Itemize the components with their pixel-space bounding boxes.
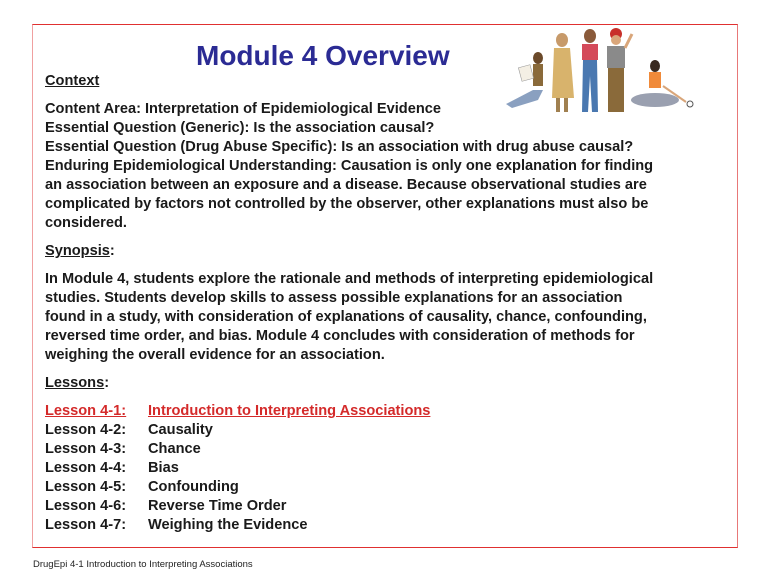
lesson-item-4-2 — [45, 421, 735, 440]
essential-question-specific-line: Essential Question (Drug Abuse Specific): Is an association with drug abuse causal? — [45, 139, 634, 155]
lesson-title: Reverse Time Order — [148, 498, 287, 514]
enduring-understanding-line-2: an association between an exposure and a disease. Because observational studies are — [45, 177, 647, 193]
synopsis-line-5: weighing the overall evidence for an association. — [45, 347, 385, 363]
synopsis-heading: Synopsis — [45, 243, 110, 259]
lesson-item-4-3 — [45, 440, 735, 459]
slide-footer: DrugEpi 4-1 Introduction to Interpreting Associations — [33, 559, 253, 570]
lesson-item-4-6 — [45, 497, 735, 516]
lesson-title: Weighing the Evidence — [148, 517, 308, 533]
lesson-number: Lesson 4-6: — [45, 498, 127, 514]
lessons-list — [45, 402, 735, 535]
context-section — [45, 100, 735, 233]
lessons-heading: Lessons — [45, 375, 105, 391]
lessons-heading-row — [45, 374, 735, 393]
lesson-link-4-1[interactable] — [45, 402, 735, 421]
synopsis-colon: : — [109, 243, 115, 259]
lesson-number: Lesson 4-2: — [45, 422, 127, 438]
enduring-understanding-line-4: considered. — [45, 215, 127, 231]
lesson-title: Introduction to Interpreting Associations — [148, 403, 431, 419]
lesson-number: Lesson 4-5: — [45, 479, 127, 495]
lessons-colon: : — [104, 375, 110, 391]
synopsis-section — [45, 270, 735, 365]
synopsis-line-3: found in a study, with consideration of explanations of causality, chance, confounding, — [45, 309, 647, 325]
synopsis-line-1: In Module 4, students explore the rationale and methods of interpreting epidemiological — [45, 271, 654, 287]
essential-question-generic-line: Essential Question (Generic): Is the association causal? — [45, 120, 435, 136]
lesson-number: Lesson 4-4: — [45, 460, 127, 476]
lesson-number: Lesson 4-7: — [45, 517, 127, 533]
content-area-line: Content Area: Interpretation of Epidemiological Evidence — [45, 101, 441, 117]
lesson-item-4-5 — [45, 478, 735, 497]
lesson-title: Confounding — [148, 479, 239, 495]
lesson-title: Chance — [148, 441, 201, 457]
lesson-title: Causality — [148, 422, 213, 438]
lesson-item-4-4 — [45, 459, 735, 478]
lesson-title: Bias — [148, 460, 179, 476]
slide-title: Module 4 Overview — [196, 40, 450, 71]
lesson-number: Lesson 4-1: — [45, 403, 127, 419]
synopsis-line-4: reversed time order, and bias. Module 4 concludes with consideration of methods for — [45, 328, 635, 344]
synopsis-heading-row — [45, 242, 735, 261]
enduring-understanding-line-3: complicated by factors not controlled by the observer, other explanations must also be — [45, 196, 649, 212]
synopsis-line-2: studies. Students develop skills to assess possible explanations for an association — [45, 290, 623, 306]
context-heading: Context — [45, 73, 100, 89]
enduring-understanding-line-1: Enduring Epidemiological Understanding: Causation is only one explanation for finding — [45, 158, 654, 174]
slide-content — [45, 72, 735, 535]
lesson-number: Lesson 4-3: — [45, 441, 127, 457]
lesson-item-4-7 — [45, 516, 735, 535]
